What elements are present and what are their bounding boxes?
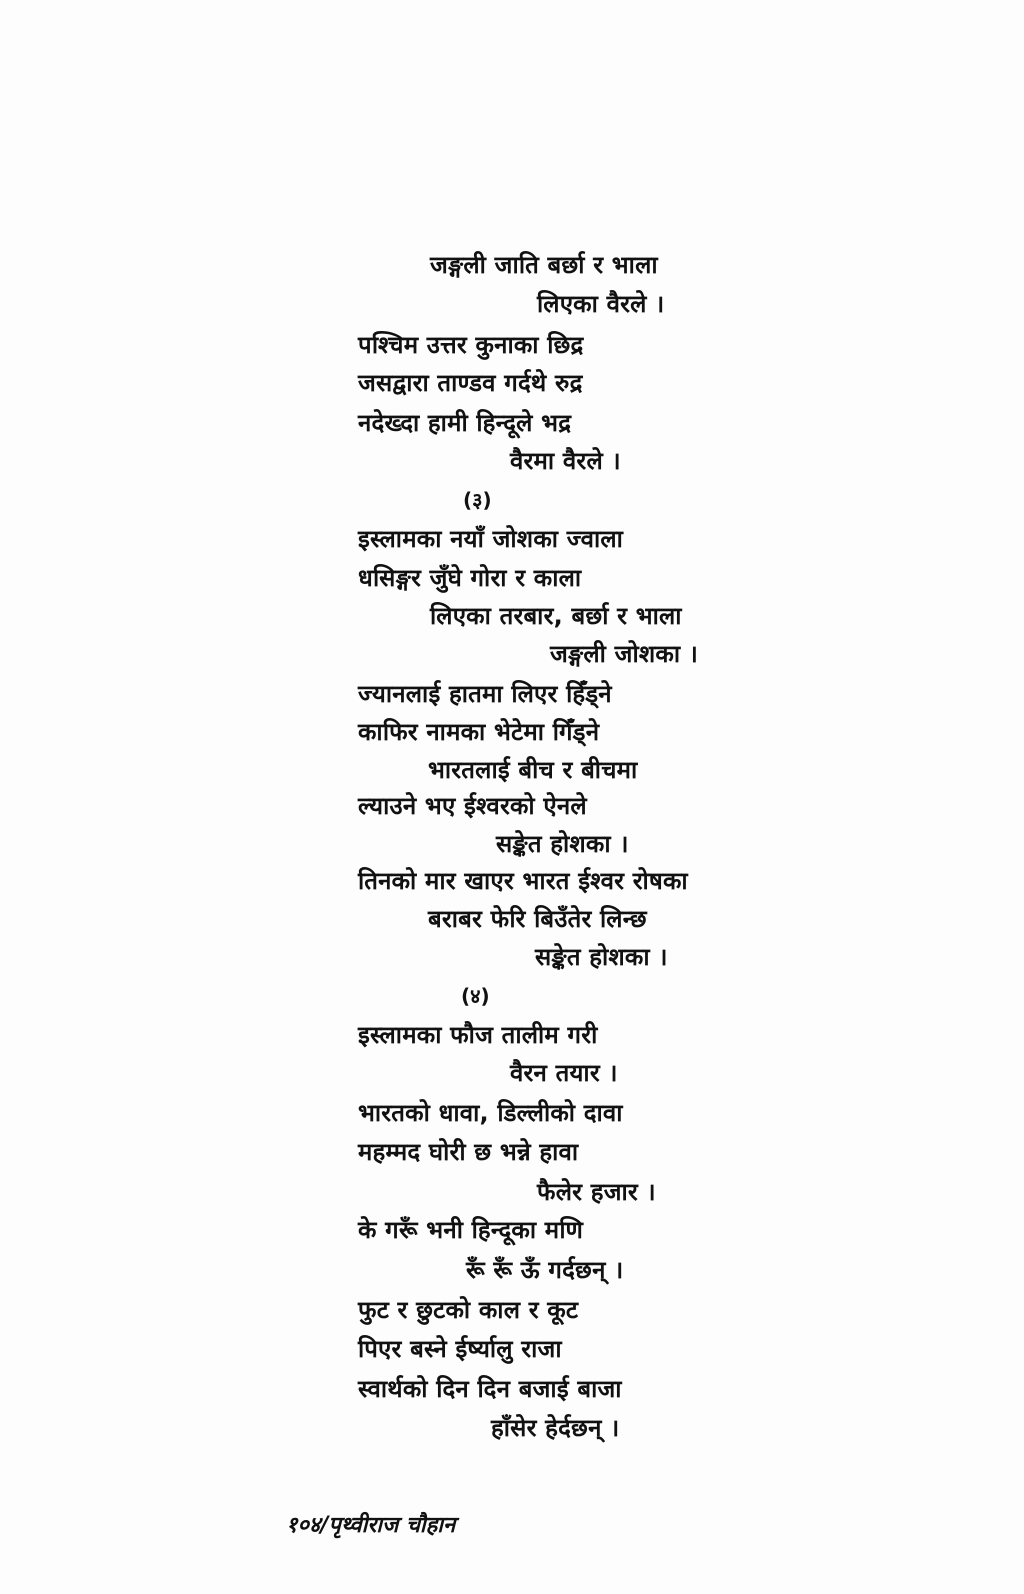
poem-line: भारतलाई बीच र बीचमा [428,756,638,784]
poem-line: लिएका वैरले । [537,290,665,318]
poem-line: ल्याउने भए ईश्वरको ऐनले [358,792,587,820]
poem-line: इस्लामका फौज तालीम गरी [358,1021,598,1049]
poem-line: रूँ रूँ ऊँ गर्दछन् । [466,1256,624,1284]
poem-line: तिनको मार खाएर भारत ईश्वर रोषका [358,867,688,895]
poem-line: वैरमा वैरले । [510,447,621,475]
poem-line: सङ्केत होशका । [496,830,629,858]
poem-line: सङ्केत होशका । [535,943,668,971]
poem-line: नदेख्दा हामी हिन्दूले भद्र [358,409,572,437]
poem-line: भारतको धावा, डिल्लीको दावा [358,1099,623,1127]
poem-line: फैलेर हजार । [537,1178,656,1206]
poem-line: ज्यानलाई हातमा लिएर हिँड्ने [358,680,612,708]
section-number: (४) [461,984,490,1008]
poem-line: धसिङ्गर जुँघे गोरा र काला [358,564,582,592]
poem-line: जङ्गली जाति बर्छा र भाला [430,251,658,279]
poem-line: काफिर नामका भेटेमा गिँड्ने [358,718,600,746]
poem-line: जङ्गली जोशका । [550,640,699,668]
poem-line: पश्चिम उत्तर कुनाका छिद्र [358,331,584,359]
poem-line: महम्मद घोरी छ भन्ने हावा [358,1138,579,1166]
poem-line: हाँसेर हेर्दछन् । [491,1414,620,1442]
poem-line: के गरूँ भनी हिन्दूका मणि [358,1216,584,1244]
page-footer: १०४/पृथ्वीराज चौहान [286,1513,456,1538]
poem-line: फुट र छुटको काल र कूट [358,1296,579,1324]
poem-line: जसद्वारा ताण्डव गर्दथे रुद्र [358,369,583,397]
poem-line: इस्लामका नयाँ जोशका ज्वाला [358,525,624,553]
poem-line: वैरन तयार । [510,1059,618,1087]
poem-line: स्वार्थको दिन दिन बजाई बाजा [358,1375,622,1403]
poem-line: बराबर फेरि बिउँतेर लिन्छ [428,905,647,933]
section-number: (३) [463,488,492,512]
poem-line: लिएका तरबार, बर्छा र भाला [430,602,682,630]
poem-line: पिएर बस्ने ईर्ष्यालु राजा [358,1335,562,1363]
